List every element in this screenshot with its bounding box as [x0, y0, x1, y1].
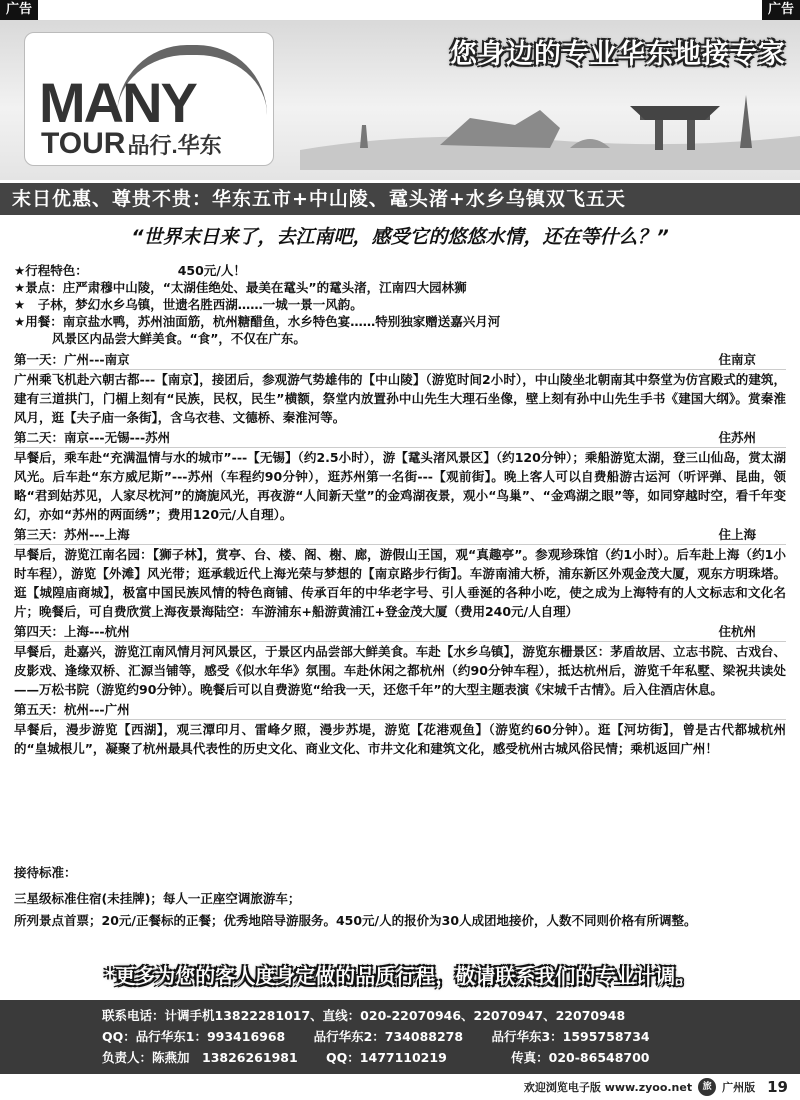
feature-row: ★ 子林，梦幻水乡乌镇，世遗名胜西湖……一城一景一风韵。 [14, 297, 363, 312]
feature-row: ★用餐：南京盐水鸭，苏州油面筋，杭州糖醋鱼，水乡特色宴……特别独家赠送嘉兴月河 [14, 314, 501, 329]
tour-title: 末日优惠、尊贵不贵：华东五市+中山陵、鼋头渚+水乡乌镇双飞五天 [0, 183, 800, 215]
day-description: 早餐后，赴嘉兴，游览江南风情月河风景区，于景区内品尝部大鲜美食。车赴【水乡乌镇】，游览东栅景区：茅盾故居、立志书院、古戏台、皮影戏、逢缘双桥、汇源当铺等，感受《似水年华》氛围。车赴休闲之都杭州（约90分钟车程），抵达杭州后，游览千年私墅、梁祝共读处——万松书院（游览约90分钟）。晚餐后可以自费游览“给我一天，还您千年”的大型主题表演《宋城千古情》。后入住酒店休息。 [14, 644, 786, 697]
day-block [14, 428, 786, 524]
tour-quote: “世界末日来了，去江南吧，感受它的悠悠水情，还在等什么？” [131, 226, 669, 248]
page-number: 19 [767, 1078, 788, 1096]
day-heading: 第三天：苏州---上海 住上海 [14, 525, 786, 545]
standard-heading: 接待标准： [14, 865, 77, 880]
feature-row: 风景区内品尝大鲜美食。“食”，不仅在广东。 [52, 331, 306, 346]
qq-3: 品行华东3：1595758734 [491, 1029, 650, 1044]
day-block [14, 525, 786, 621]
itinerary [14, 350, 786, 759]
qq-1: QQ：品行华东1：993416968 [102, 1029, 286, 1044]
feature-row: ★行程特色： 450元/人！ [14, 263, 246, 278]
call-to-action: *更多为您的客人度身定做的品质行程，敬请联系我们的专业计调。 [104, 964, 696, 988]
day-description: 早餐后，游览江南名园：【狮子林】，赏亭、台、楼、阁、榭、廊，游假山王国，观“真趣亭”。参观珍珠馆（约1小时）。后车赴上海（约1小时车程），游览【外滩】风光带；逛承载近代上海光荣与梦想的【南京路步行街】。车游南浦大桥，浦东新区外观金茂大厦，观东方明珠塔。逛【城隍庙商城】，极富中国民族风情的特色商铺、传承百年的中华老字号、引人垂涎的各种小吃，使之成为上海特有的人文标志和文化名片；晚餐后，可自费欣赏上海夜景海陆空：车游浦东+船游黄浦江+登金茂大厦（费用240元/人自理） [14, 547, 786, 619]
contact-person-qq: QQ：1477110219 [326, 1050, 447, 1065]
day-heading: 第二天：南京---无锡---苏州 住苏州 [14, 428, 786, 448]
day-block [14, 700, 786, 758]
tour-features [14, 262, 784, 347]
contact-qq-row [102, 1026, 800, 1047]
page-footer [524, 1076, 788, 1098]
day-block [14, 622, 786, 699]
ad-label-right: 广告 [762, 0, 800, 20]
city-skyline-icon [300, 70, 800, 170]
contact-panel [0, 1000, 800, 1074]
logo-main-text: MANY [39, 71, 196, 134]
day-heading: 第五天：杭州---广州 [14, 700, 786, 720]
header-banner [0, 20, 800, 180]
footer-edition: 广州版 [722, 1081, 756, 1094]
contact-person-row [102, 1047, 800, 1068]
contact-phone: 联系电话：计调手机13822281017、直线：020-22070946、22070947、22070948 [102, 1008, 626, 1023]
day-heading: 第四天：上海---杭州 住杭州 [14, 622, 786, 642]
company-logo [24, 32, 274, 166]
ad-label-left: 广告 [0, 0, 38, 20]
qq-2: 品行华东2：734088278 [313, 1029, 464, 1044]
header-slogan: 您身边的专业华东地接专家 [450, 39, 786, 70]
price-text: 450元/人！ [177, 263, 246, 278]
day-heading: 第一天：广州---南京 住南京 [14, 350, 786, 370]
day-description: 广州乘飞机赴六朝古都---【南京】，接团后，参观游气势雄伟的【中山陵】（游览时间2小时），中山陵坐北朝南其中祭堂为仿宫殿式的建筑，建有三道拱门，门楣上刻有“民族，民权，民生”横额，祭堂内放置孙中山先生大理石坐像，壁上刻有孙中山先生手书《建国大纲》。赏秦淮风月，逛【夫子庙一条街】，含乌衣巷、文德桥、秦淮河等。 [14, 372, 786, 425]
day-description: 早餐后，乘车赴“充满温情与水的城市”---【无锡】（约2.5小时），游【鼋头渚风景区】（约120分钟）；乘船游览太湖，登三山仙岛，赏太湖风光。后车赴“东方威尼斯”---苏州（车程约90分钟），逛苏州第一名街---【观前街】。晚上客人可以自费船游古运河（听评弹、昆曲，领略“君到姑苏见，人家尽枕河”的旖旎风光，再夜游“人间新天堂”的金鸡湖夜景，观小“鸟巢”、“金鸡湖之眼”等，如同穿越时空，看千年变幻，亦如“苏州的两面绣”；费用120元/人自理）。 [14, 450, 786, 522]
feature-row: ★景点：庄严肃穆中山陵，“太湖佳绝处、最美在鼋头”的鼋头渚，江南四大园林狮 [14, 280, 467, 295]
contact-fax: 传真：020-86548700 [511, 1050, 650, 1065]
day-description: 早餐后，漫步游览【西湖】，观三潭印月、雷峰夕照，漫步苏堤，游览【花港观鱼】（游览约60分钟）。逛【河坊街】，曾是古代都城杭州的“皇城根儿”，凝聚了杭州最具代表性的历史文化、商业文化、市井文化和建筑文化，感受杭州古城风俗民情；乘机返回广州！ [14, 722, 786, 756]
standard-line: 所列景点首票；20元/正餐标的正餐；优秀地陪导游服务。450元/人的报价为30人成团地接价，人数不同则价格有所调整。 [14, 913, 697, 928]
footer-badge-icon: 旅 [698, 1078, 716, 1096]
day-block [14, 350, 786, 427]
standard-line: 三星级标准住宿(未挂牌)；每人一正座空调旅游车； [14, 891, 301, 906]
service-standard [14, 862, 786, 932]
contact-person: 负责人：陈燕加 13826261981 [102, 1050, 298, 1065]
logo-sub-text: TOUR品行.华东 [41, 127, 222, 160]
footer-website: 欢迎浏览电子版 www.zyoo.net [523, 1081, 693, 1094]
